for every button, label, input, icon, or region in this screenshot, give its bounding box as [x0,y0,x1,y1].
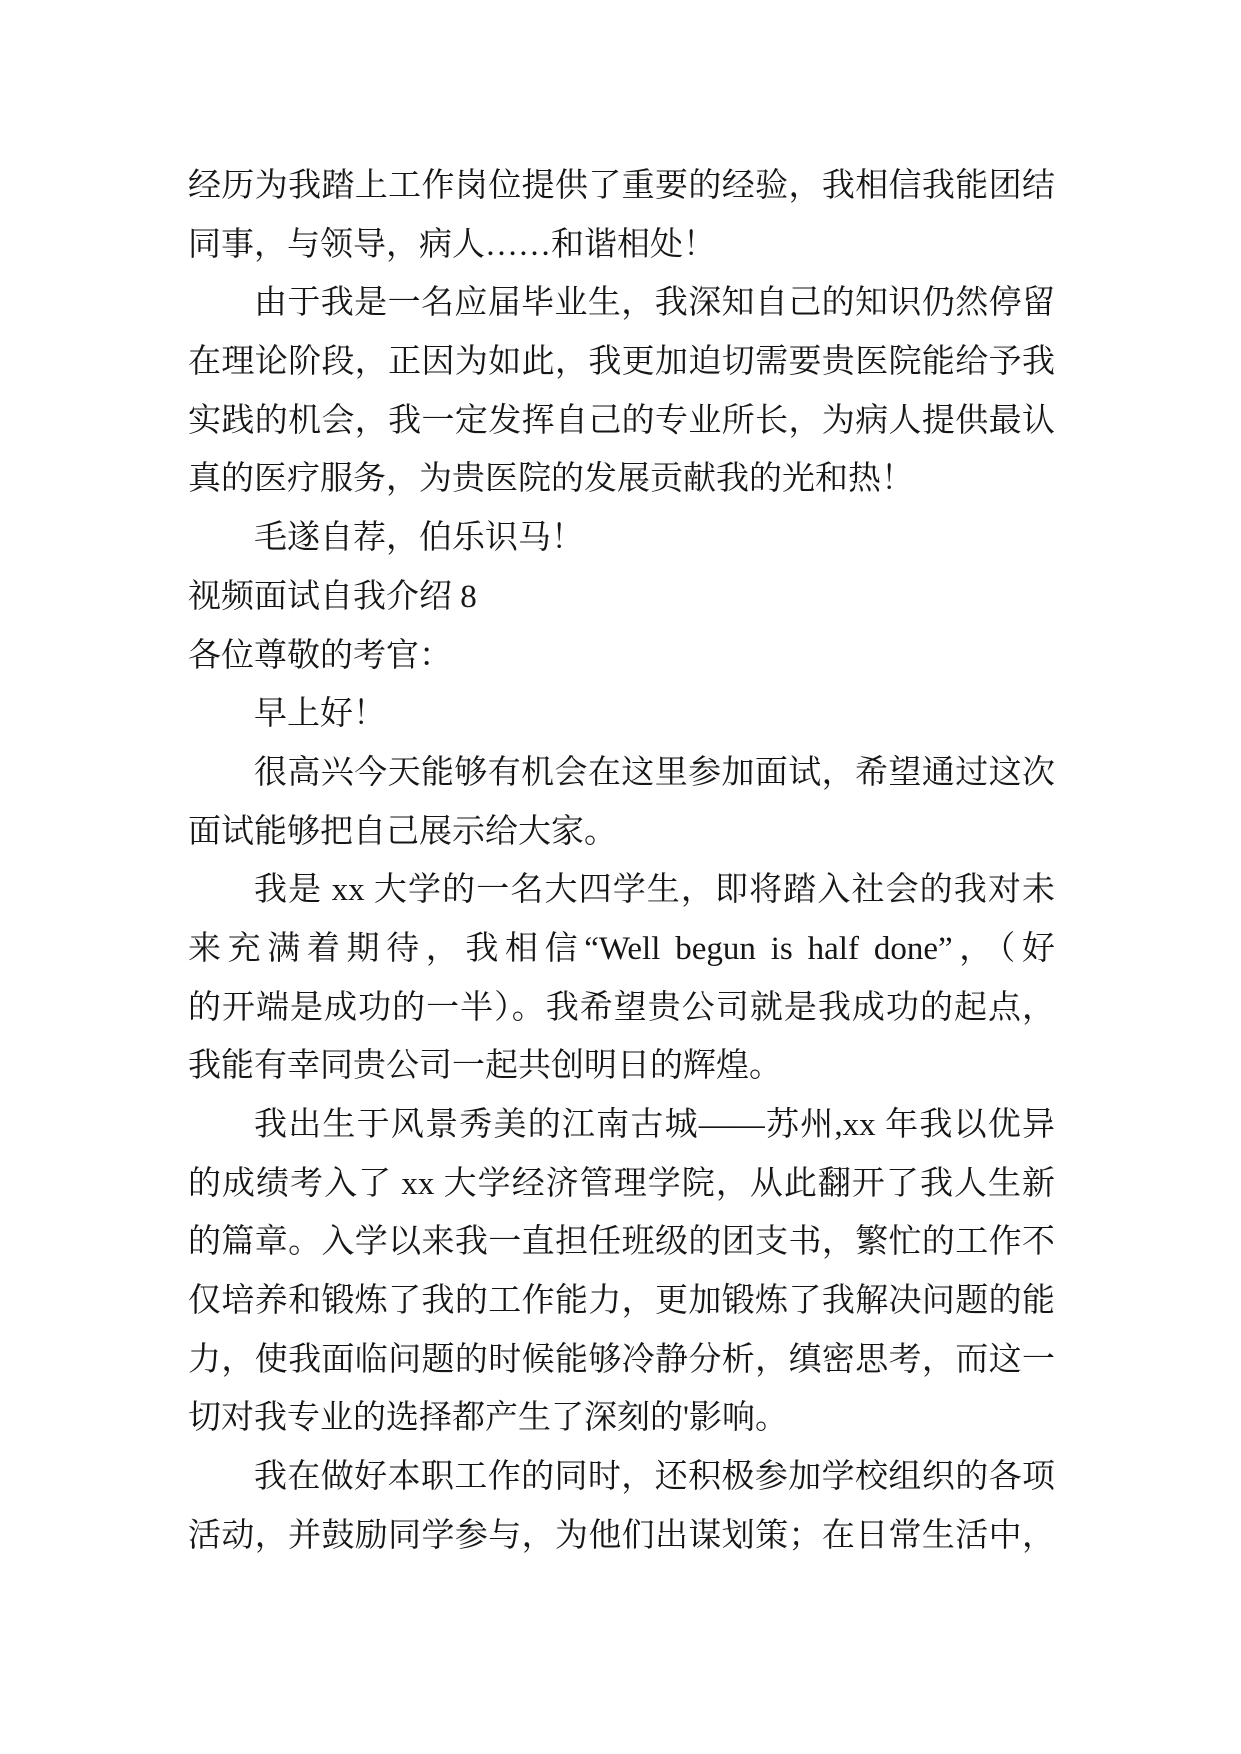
text-line: 同事，与领导，病人……和谐相处！ [188,226,716,263]
paragraph [188,1448,1055,1565]
text-line: 我在做好本职工作的同时，还积极参加学校组织的各项 [254,1459,1055,1496]
paragraph [188,509,1055,568]
salutation: 各位尊敬的考官： [188,637,452,674]
text-line: 切对我专业的选择都产生了深刻的'影响。 [188,1400,788,1437]
text-line: 毛遂自荐，伯乐识马！ [254,520,584,557]
text-line: 的成绩考入了 xx 大学经济管理学院，从此翻开了我人生新 [188,1165,1055,1202]
paragraph [188,157,1055,274]
text-line: 仅培养和锻炼了我的工作能力，更加锻炼了我解决问题的能 [188,1283,1055,1320]
paragraph [188,861,1055,1096]
paragraph [188,744,1055,861]
text-line: 由于我是一名应届毕业生，我深知自己的知识仍然停留 [254,285,1055,322]
text-line: 我出生于风景秀美的江南古城——苏州,xx 年我以优异 [254,1107,1055,1143]
text-line: 面试能够把自己展示给大家。 [188,813,617,850]
text-line: 在理论阶段，正因为如此，我更加迫切需要贵医院能给予我 [188,344,1055,381]
text-line: 力，使我面临问题的时候能够冷静分析，缜密思考，而这一 [188,1341,1055,1378]
text-line: 实践的机会，我一定发挥自己的专业所长，为病人提供最认 [188,402,1055,439]
section-title: 视频面试自我介绍 8 [188,578,477,615]
greeting: 早上好！ [254,696,386,733]
text-line: 来充满着期待，我相信“Well begun is half done”，（好 [188,930,1055,967]
text-line: 很高兴今天能够有机会在这里参加面试，希望通过这次 [254,754,1055,791]
text-line: 经历为我踏上工作岗位提供了重要的经验，我相信我能团结 [188,168,1055,204]
text-line: 活动，并鼓励同学参与，为他们出谋划策；在日常生活中， [188,1517,1055,1554]
text-line: 的篇章。入学以来我一直担任班级的团支书，繁忙的工作不 [188,1224,1055,1261]
text-line: 的开端是成功的一半）。我希望贵公司就是我成功的起点， [188,989,1055,1026]
document-body [188,157,1055,1566]
paragraph [188,274,1055,509]
text-line: 真的医疗服务，为贵医院的发展贡献我的光和热！ [188,461,914,498]
paragraph [188,1096,1055,1448]
text-line: 我是 xx 大学的一名大四学生，即将踏入社会的我对未 [254,872,1055,909]
text-line: 我能有幸同贵公司一起共创明日的辉煌。 [188,1048,782,1085]
